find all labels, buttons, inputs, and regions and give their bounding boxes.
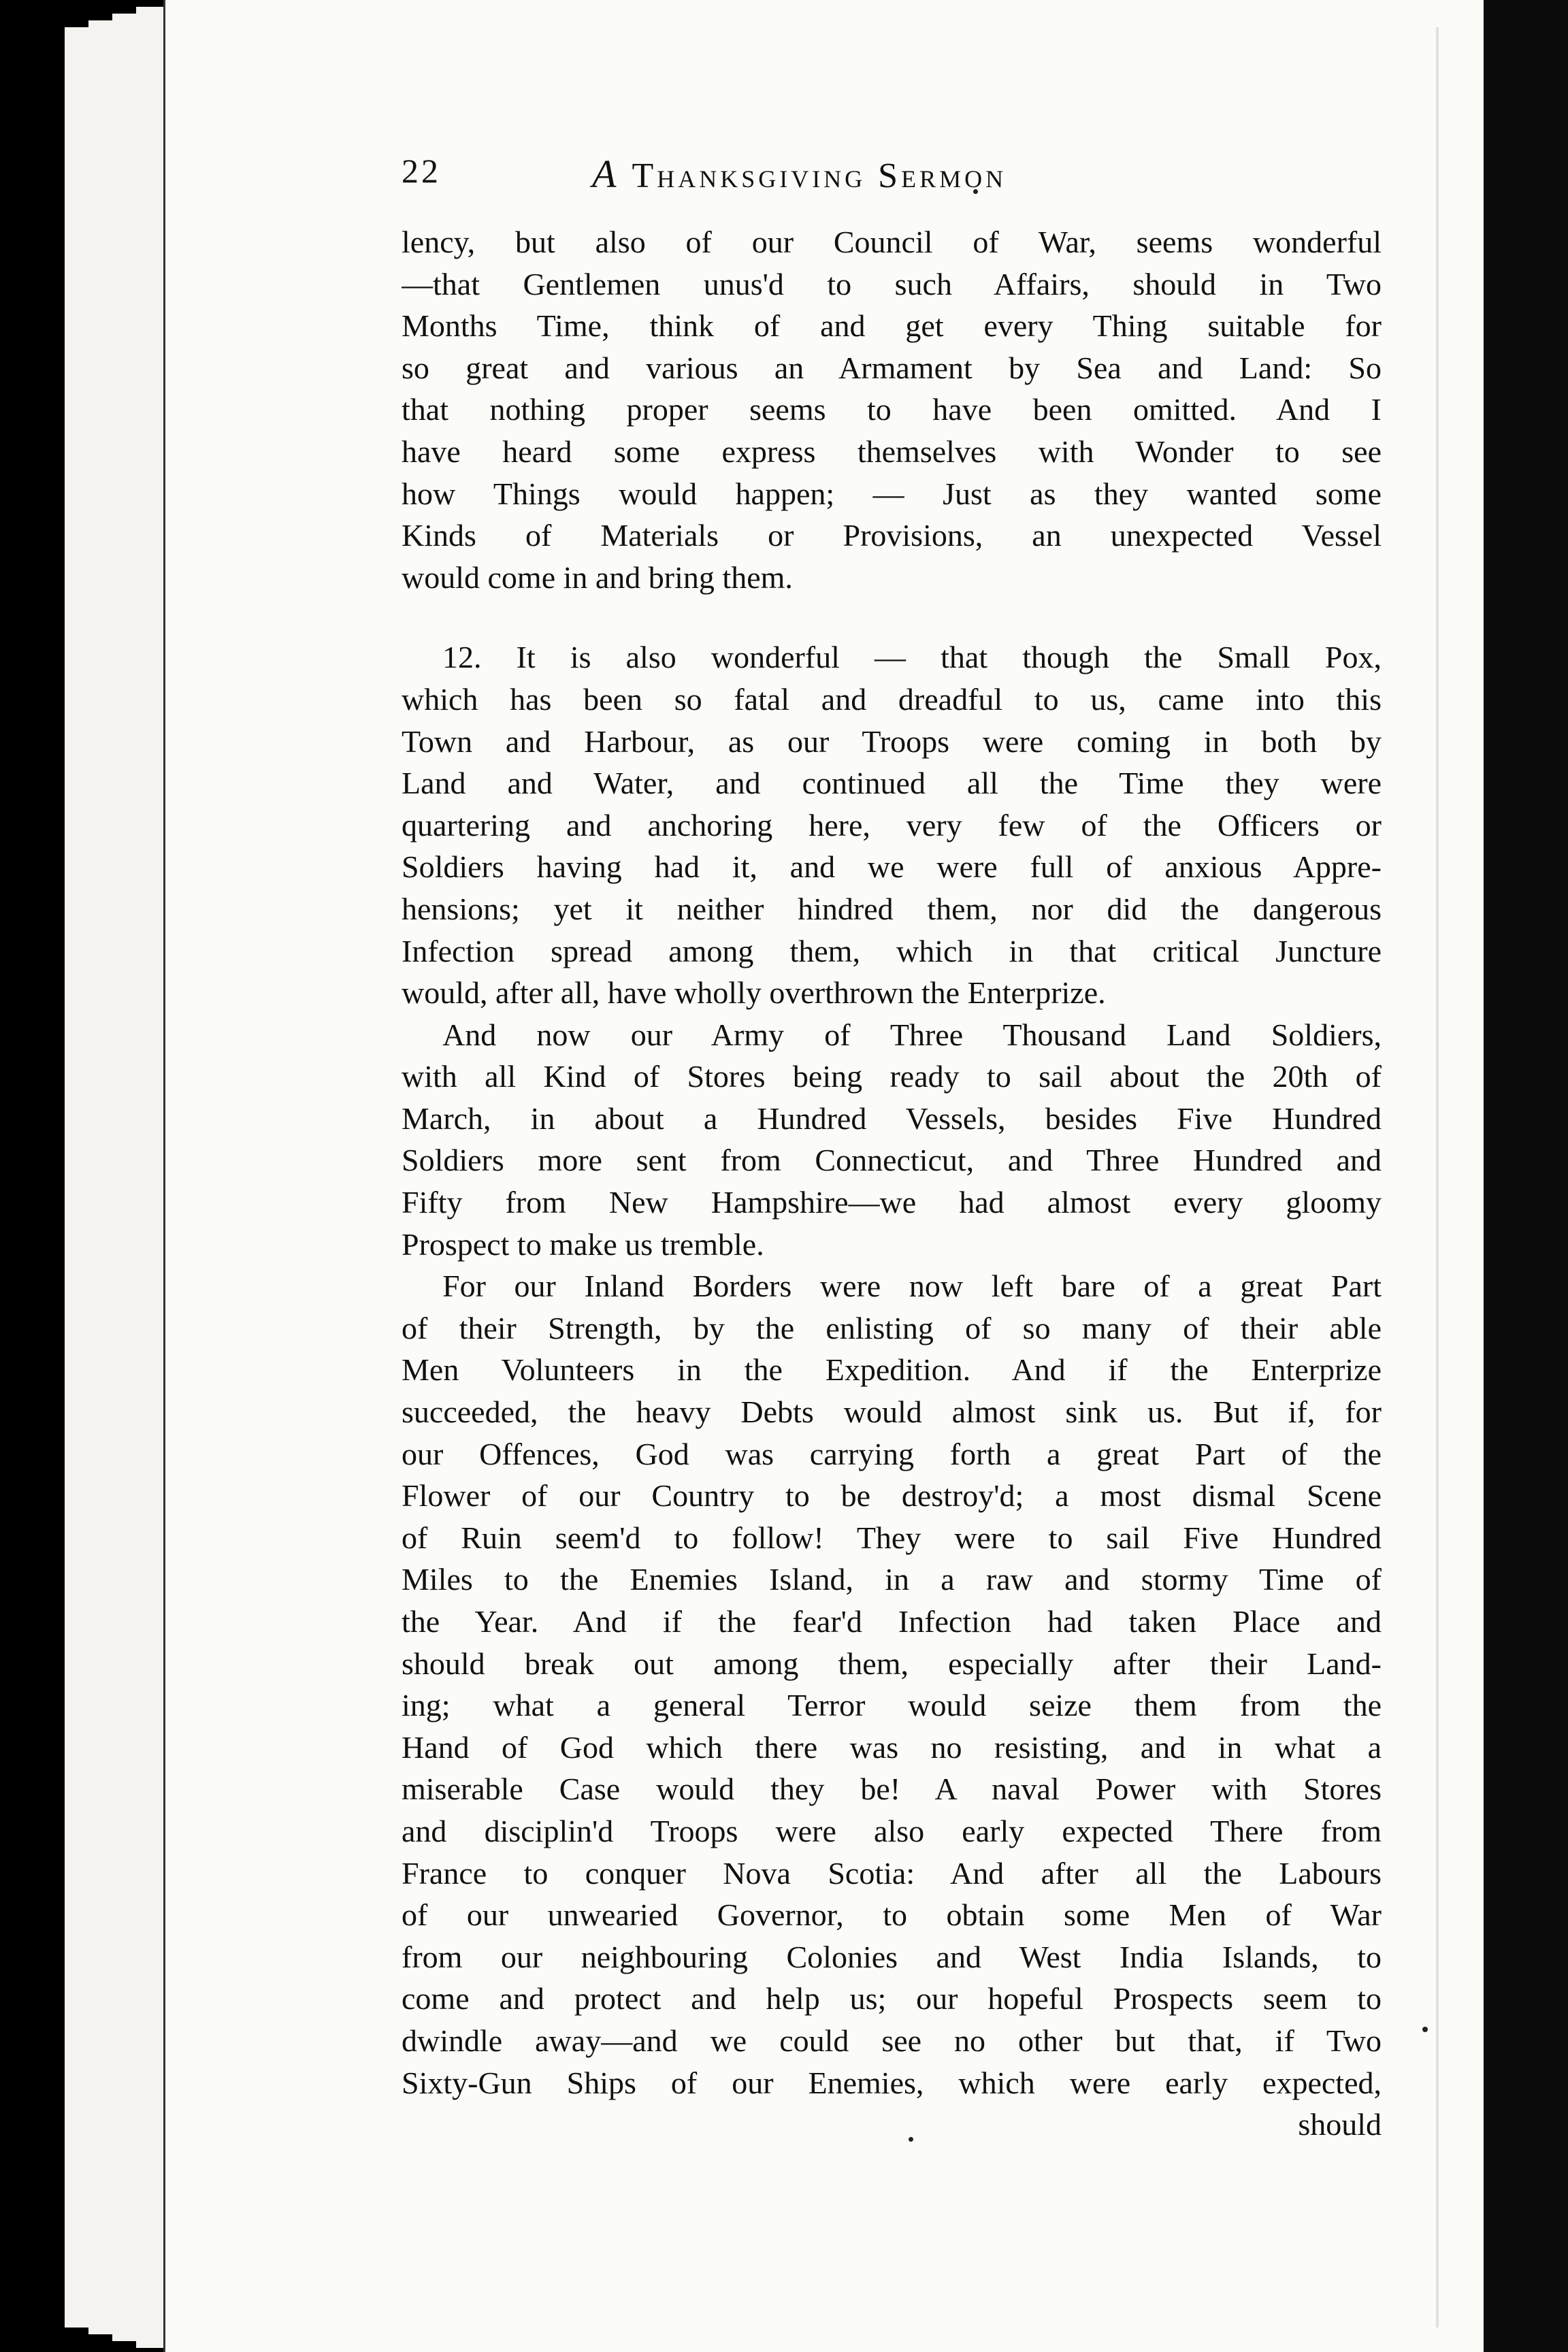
paragraph-gap [402, 598, 1382, 636]
text-line: Hand of God which there was no resisting, and in what a [402, 1729, 1382, 1765]
text-line: with all Kind of Stores being ready to sail about the 20th of [402, 1059, 1382, 1094]
text-line: For our Inland Borders were now left bare of a great Part [442, 1269, 1382, 1304]
text-line: Land and Water, and continued all the Time they were [402, 766, 1382, 801]
text-line: which has been so fatal and dreadful to us, came into this [402, 681, 1382, 717]
show-through-line [1436, 27, 1439, 2328]
text-line: how Things would happen; — Just as they wanted some [402, 476, 1382, 511]
text-line: Soldiers having had it, and we were full of anxious Appre- [402, 849, 1382, 885]
text-line: Fifty from New Hampshire—we had almost every gloomy [402, 1185, 1382, 1220]
running-header [402, 151, 1422, 206]
running-title-lead: A [592, 152, 620, 196]
text-line: Sixty-Gun Ships of our Enemies, which were early expected, [402, 2065, 1382, 2100]
text-line: Town and Harbour, as our Troops were coming in both by [402, 723, 1382, 759]
text-line: miserable Case would they be! A naval Power with Stores [402, 1771, 1382, 1807]
text-line: hensions; yet it neither hindred them, nor did the dangerous [402, 891, 1382, 926]
text-line: our Offences, God was carrying forth a great Part of the [402, 1436, 1382, 1471]
ink-speck [1422, 2027, 1428, 2032]
text-line: Miles to the Enemies Island, in a raw and stormy Time of [402, 1562, 1382, 1597]
text-line: of their Strength, by the enlisting of so many of their able [402, 1310, 1382, 1345]
text-line: Flower of our Country to be destroy'd; a most dismal Scene [402, 1478, 1382, 1514]
scan-background [1484, 0, 1568, 2352]
text-line: of Ruin seem'd to follow! They were to sail Five Hundred [402, 1520, 1382, 1555]
text-line: March, in about a Hundred Vessels, besides Five Hundred [402, 1100, 1382, 1136]
running-title-text: Thanksgiving Sermon [632, 157, 1007, 195]
text-line: of our unwearied Governor, to obtain some Men of War [402, 1897, 1382, 1933]
text-line: from our neighbouring Colonies and West India Islands, to [402, 1939, 1382, 1974]
text-line: dwindle away—and we could see no other but that, if Two [402, 2023, 1382, 2058]
text-line: would come in and bring them. [402, 559, 793, 595]
text-line: should break out among them, especially after their Land- [402, 1646, 1382, 1681]
text-line: France to conquer Nova Scotia: And after all the Labours [402, 1855, 1382, 1891]
text-line: —that Gentlemen unus'd to such Affairs, should in Two [402, 266, 1382, 301]
sermon-body [402, 221, 1382, 2146]
text-line: so great and various an Armament by Sea and Land: So [402, 350, 1382, 385]
text-line: ing; what a general Terror would seize them from the [402, 1688, 1382, 1723]
text-line: Prospect to make us tremble. [402, 1226, 764, 1262]
text-line: lency, but also of our Council of War, seems wonderful [402, 225, 1382, 259]
text-line: that nothing proper seems to have been omitted. And I [402, 392, 1382, 427]
text-line: Kinds of Materials or Provisions, an unexpected Vessel [402, 518, 1382, 553]
text-line: the Year. And if the fear'd Infection had taken Place and [402, 1604, 1382, 1639]
text-line: And now our Army of Three Thousand Land Soldiers, [442, 1017, 1382, 1052]
text-line: would, after all, have wholly overthrown the Enterprize. [402, 975, 1106, 1011]
text-line: come and protect and help us; our hopeful Prospects seem to [402, 1981, 1382, 2016]
text-line: and disciplin'd Troops were also early expected There from [402, 1813, 1382, 1848]
text-line: succeeded, the heavy Debts would almost sink us. But if, for [402, 1394, 1382, 1430]
text-line: 12. It is also wonderful — that though the Small Pox, [442, 640, 1382, 675]
text-line: Men Volunteers in the Expedition. And if the Enterprize [402, 1352, 1382, 1388]
running-title [592, 151, 1007, 197]
text-line: Soldiers more sent from Connecticut, and Three Hundred and [402, 1143, 1382, 1178]
text-line: Infection spread among them, which in that critical Juncture [402, 933, 1382, 968]
catchword: should [1298, 2107, 1382, 2142]
page-number: 22 [402, 152, 441, 190]
text-line: have heard some express themselves with Wonder to see [402, 434, 1382, 469]
text-line: quartering and anchoring here, very few of the Officers or [402, 807, 1382, 843]
text-line: Months Time, think of and get every Thing suitable for [402, 308, 1382, 344]
